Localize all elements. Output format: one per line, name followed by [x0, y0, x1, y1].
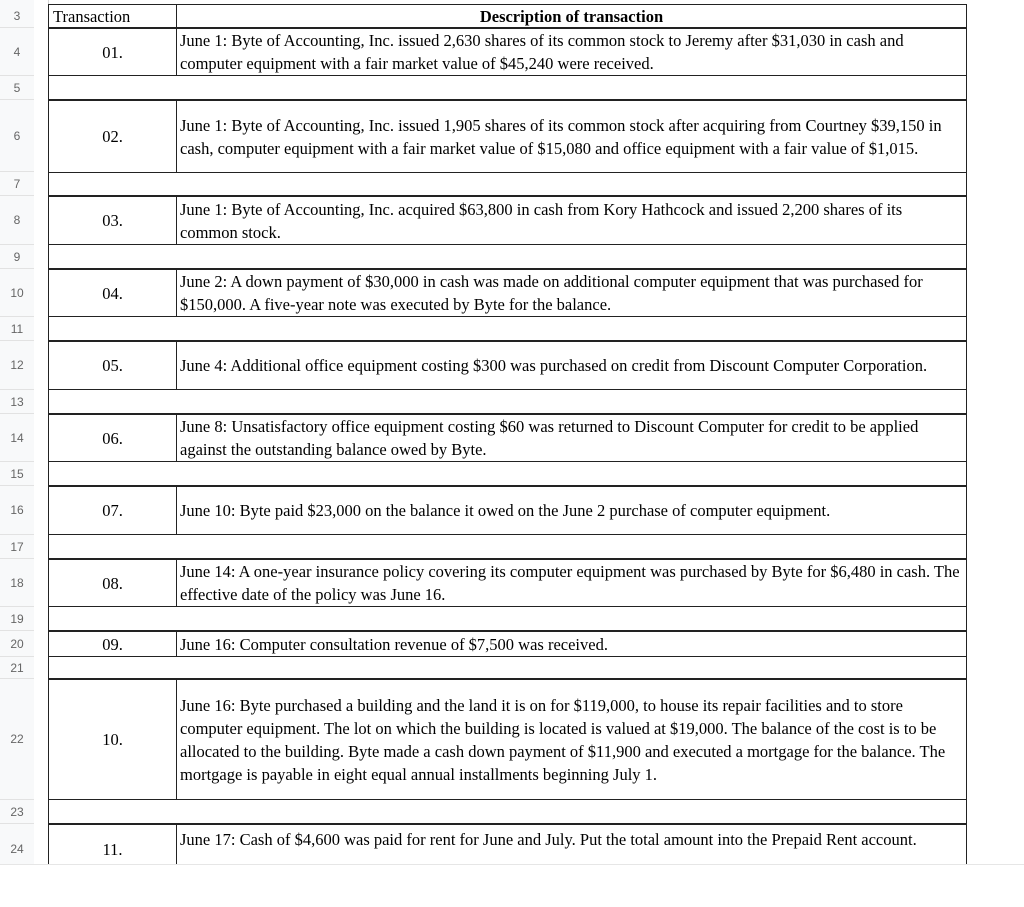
transaction-description: June 1: Byte of Accounting, Inc. issued 2,630 shares of its common stock to Jeremy after $31,030 in cash and computer equipment with a fair market value of $45,240 were received.	[180, 31, 904, 73]
row-number[interactable]: 16	[0, 486, 34, 535]
header-transaction-label: Transaction	[53, 6, 131, 26]
row-number[interactable]: 9	[0, 245, 34, 269]
transaction-description-cell[interactable]	[176, 341, 967, 390]
spacer-row[interactable]	[48, 800, 967, 824]
spacer-row[interactable]	[48, 245, 967, 269]
transaction-description-cell[interactable]	[176, 100, 967, 173]
transaction-number-cell[interactable]	[48, 414, 177, 462]
transaction-number: 02.	[102, 127, 123, 146]
transaction-description-cell[interactable]	[176, 679, 967, 800]
transaction-number-cell[interactable]	[48, 269, 177, 317]
row-number[interactable]: 17	[0, 535, 34, 559]
transaction-description-cell[interactable]	[176, 28, 967, 76]
transaction-description: June 16: Byte purchased a building and the land it is on for $119,000, to house its repair facilities and to store computer equipment. The lot on which the building is located is valued at $19,000. The balance of the cost is to be allocated to the building. Byte made a cash down payment of $11,900 and executed a mortgage for the balance. The mortgage is payable in eight equal annual installments beginning July 1.	[180, 695, 946, 784]
transaction-number: 03.	[102, 211, 123, 230]
spacer-row[interactable]	[48, 173, 967, 196]
row-number[interactable]: 24	[0, 824, 34, 874]
transaction-number-cell[interactable]	[48, 631, 177, 657]
transaction-number-cell[interactable]	[48, 679, 177, 800]
row-number[interactable]: 21	[0, 657, 34, 679]
transaction-number-cell[interactable]	[48, 100, 177, 173]
transaction-description-cell[interactable]	[176, 269, 967, 317]
transaction-description-cell[interactable]	[176, 559, 967, 607]
row-number[interactable]: 7	[0, 172, 34, 196]
transaction-description: June 1: Byte of Accounting, Inc. issued 1,905 shares of its common stock after acquiring from Courtney $39,150 in cash, computer equipment with a fair market value of $15,080 and office equipment with a fair value of $1,015.	[180, 115, 942, 158]
transaction-description: June 4: Additional office equipment costing $300 was purchased on credit from Discount Computer Corporation.	[180, 356, 928, 375]
transaction-number: 09.	[102, 634, 123, 654]
transaction-description: June 10: Byte paid $23,000 on the balance it owed on the June 2 purchase of computer equipment.	[180, 501, 831, 520]
row-number[interactable]: 23	[0, 800, 34, 824]
spacer-row[interactable]	[48, 657, 967, 679]
transaction-description: June 8: Unsatisfactory office equipment costing $60 was returned to Discount Computer for credit to be applied against the outstanding balance owed by Byte.	[180, 417, 919, 459]
row-number[interactable]: 5	[0, 76, 34, 100]
row-number[interactable]: 22	[0, 679, 34, 800]
header-description-cell[interactable]	[176, 4, 967, 28]
row-number[interactable]: 12	[0, 341, 34, 390]
header-description-label: Description of transaction	[479, 6, 664, 26]
transaction-description-cell[interactable]	[176, 414, 967, 462]
transaction-description-cell[interactable]	[176, 196, 967, 245]
transaction-number: 05.	[102, 356, 123, 375]
spacer-row[interactable]	[48, 317, 967, 341]
header-transaction-cell[interactable]	[48, 4, 177, 28]
row-number[interactable]: 6	[0, 100, 34, 172]
transaction-description: June 14: A one-year insurance policy covering its computer equipment was purchased by Byte for $6,480 in cash. The effective date of the policy was June 16.	[180, 562, 960, 604]
spacer-row[interactable]	[48, 390, 967, 414]
transaction-number-cell[interactable]	[48, 486, 177, 535]
transaction-number: 08.	[102, 573, 123, 593]
row-number[interactable]: 10	[0, 269, 34, 317]
transaction-number: 10.	[102, 730, 123, 749]
transaction-description: June 1: Byte of Accounting, Inc. acquired $63,800 in cash from Kory Hathcock and issued 2,200 shares of its common stock.	[180, 199, 903, 242]
row-number[interactable]: 13	[0, 390, 34, 414]
transaction-number-cell[interactable]	[48, 28, 177, 76]
spacer-row[interactable]	[48, 535, 967, 559]
transaction-description: June 2: A down payment of $30,000 in cash was made on additional computer equipment that was purchased for $150,000. A five-year note was executed by Byte for the balance.	[180, 272, 923, 314]
row-number[interactable]: 8	[0, 196, 34, 245]
row-number[interactable]: 4	[0, 28, 34, 76]
row-number[interactable]: 20	[0, 631, 34, 657]
spacer-row[interactable]	[48, 462, 967, 486]
spacer-row[interactable]	[48, 607, 967, 631]
transaction-number-cell[interactable]	[48, 559, 177, 607]
transaction-number: 07.	[102, 501, 123, 520]
transaction-number: 11.	[102, 839, 123, 859]
transaction-description: June 17: Cash of $4,600 was paid for rent for June and July. Put the total amount into the Prepaid Rent account.	[180, 830, 917, 849]
transaction-number-cell[interactable]	[48, 196, 177, 245]
transaction-number: 06.	[102, 428, 123, 448]
transaction-number: 01.	[102, 42, 123, 62]
transaction-description: June 16: Computer consultation revenue of $7,500 was received.	[180, 634, 608, 654]
spacer-row[interactable]	[48, 76, 967, 100]
row-number[interactable]: 15	[0, 462, 34, 486]
transaction-description-cell[interactable]	[176, 631, 967, 657]
row-number[interactable]: 18	[0, 559, 34, 607]
row-number[interactable]: 14	[0, 414, 34, 462]
transaction-number-cell[interactable]	[48, 341, 177, 390]
transaction-description-cell[interactable]	[176, 486, 967, 535]
row-number[interactable]: 11	[0, 317, 34, 341]
row-number[interactable]: 19	[0, 607, 34, 631]
row-number[interactable]: 3	[0, 4, 34, 28]
bottom-blank-area	[0, 864, 1024, 907]
transaction-number: 04.	[102, 283, 123, 303]
